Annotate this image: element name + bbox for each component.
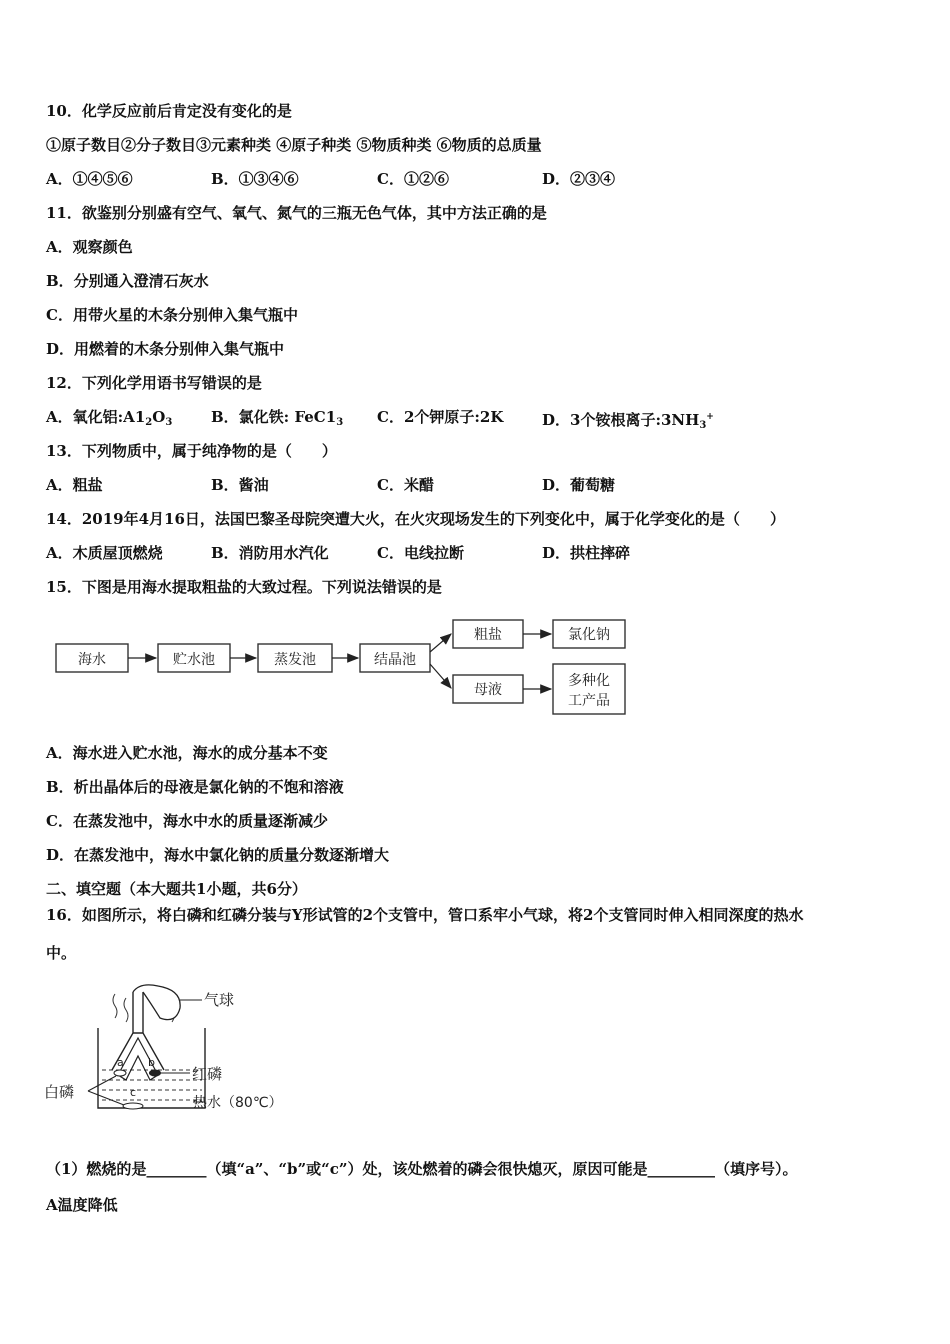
q15-option-d: D．在蒸发池中，海水中氯化钠的质量分数逐渐增大 [46, 846, 390, 864]
arrow-crystal-crude-salt [430, 634, 451, 652]
seawater-process-flowchart [50, 612, 640, 722]
chemical-products-label-1: 多种化 [568, 673, 610, 689]
q16-option-a: A温度降低 [46, 1196, 118, 1214]
q16-stem-line1: 16．如图所示，将白磷和红磷分装与Y形试管的2个支管中，管口系牢小气球，将2个支管同时伸入相同深度的热水 [46, 906, 804, 924]
q12-option-a: A．氧化铝$:A1_2O_3$ [46, 408, 173, 428]
q15-option-b: B．析出晶体后的母液是氯化钠的不饱和溶液 [46, 778, 344, 796]
evaporation-pool-label: 蒸发池 [274, 652, 316, 668]
q11-option-b: B．分别通入澄清石灰水 [46, 272, 209, 290]
mother-liquor-label: 母液 [474, 682, 502, 698]
q16-subquestion-1: （1）燃烧的是________（填“a”、“b”或“c”）处，该处燃着的磷会很快熄灭，原因可能是_________（填序号）。 [46, 1160, 798, 1178]
crude-salt-label: 粗盐 [474, 627, 502, 643]
q13-option-b: B．酱油 [211, 476, 269, 494]
q11-option-c: C．用带火星的木条分别伸入集气瓶中 [46, 306, 298, 324]
q13-stem: 13．下列物质中，属于纯净物的是（ ） [46, 442, 337, 460]
red-phosphorus-label: 红磷 [192, 1065, 223, 1083]
q11-option-a: A．观察颜色 [46, 238, 133, 256]
balloon [133, 985, 180, 1020]
hot-water-label: 热水（80℃） [193, 1095, 283, 1111]
arrow-crystal-mother-liquor [430, 664, 451, 688]
q12-option-b: B．氯化铁: $FeC1_3$ [211, 408, 344, 428]
q12-stem: 12．下列化学用语书写错误的是 [46, 374, 262, 392]
sodium-chloride-label: 氯化钠 [568, 627, 610, 643]
q15-option-c: C．在蒸发池中，海水中水的质量逐渐减少 [46, 812, 328, 830]
seawater-label: 海水 [78, 652, 106, 668]
white-phosphorus-sample [114, 1070, 126, 1076]
q14-option-c: C．电线拉断 [377, 544, 464, 562]
q14-option-b: B．消防用水汽化 [211, 544, 329, 562]
q11-stem: 11．欲鉴别分别盛有空气、氧气、氮气的三瓶无色气体，其中方法正确的是 [46, 204, 547, 222]
q11-option-d: D．用燃着的木条分别伸入集气瓶中 [46, 340, 285, 358]
q15-option-a: A．海水进入贮水池，海水的成分基本不变 [46, 744, 328, 762]
q10-option-b: B．①③④⑥ [211, 170, 299, 188]
q16-stem-line2: 中。 [46, 944, 77, 962]
balloon-label: 气球 [204, 991, 235, 1009]
q12-option-d: D．3个铵根离子$:3NH_3^+$ [542, 411, 714, 431]
section-2-heading: 二、填空题（本大题共1小题，共6分） [46, 880, 307, 898]
red-phosphorus-sample [149, 1070, 161, 1077]
y-tube-apparatus-figure [40, 978, 310, 1118]
q10-items: ①原子数目②分子数目③元素种类 ④原子种类 ⑤物质种类 ⑥物质的总质量 [46, 136, 542, 154]
q10-option-a: A．①④⑤⑥ [46, 170, 133, 188]
q15-stem: 15．下图是用海水提取粗盐的大致过程。下列说法错误的是 [46, 578, 442, 596]
q13-option-c: C．米醋 [377, 476, 434, 494]
underwater-white-phosphorus [123, 1103, 143, 1109]
label-c: c [130, 1086, 137, 1099]
q14-stem: 14．2019年4月16日，法国巴黎圣母院突遭大火，在火灾现场发生的下列变化中，属于化学变化的是（ ） [46, 510, 785, 528]
label-a: a [117, 1056, 124, 1069]
q14-option-a: A．木质屋顶燃烧 [46, 544, 163, 562]
q13-option-d: D．葡萄糖 [542, 476, 616, 494]
q13-option-a: A．粗盐 [46, 476, 103, 494]
chemical-products-label-2: 工产品 [568, 693, 610, 709]
q12-option-c: C．2个钾原子:2K [377, 408, 504, 426]
white-phosphorus-label: 白磷 [44, 1083, 75, 1101]
q14-option-d: D．拱柱摔碎 [542, 544, 631, 562]
label-b: b [148, 1056, 155, 1069]
q10-option-d: D．②③④ [542, 170, 616, 188]
q10-stem: 10．化学反应前后肯定没有变化的是 [46, 102, 292, 120]
crystallization-pool-label: 结晶池 [374, 652, 416, 668]
storage-pool-label: 贮水池 [173, 652, 215, 668]
q10-option-c: C．①②⑥ [377, 170, 449, 188]
